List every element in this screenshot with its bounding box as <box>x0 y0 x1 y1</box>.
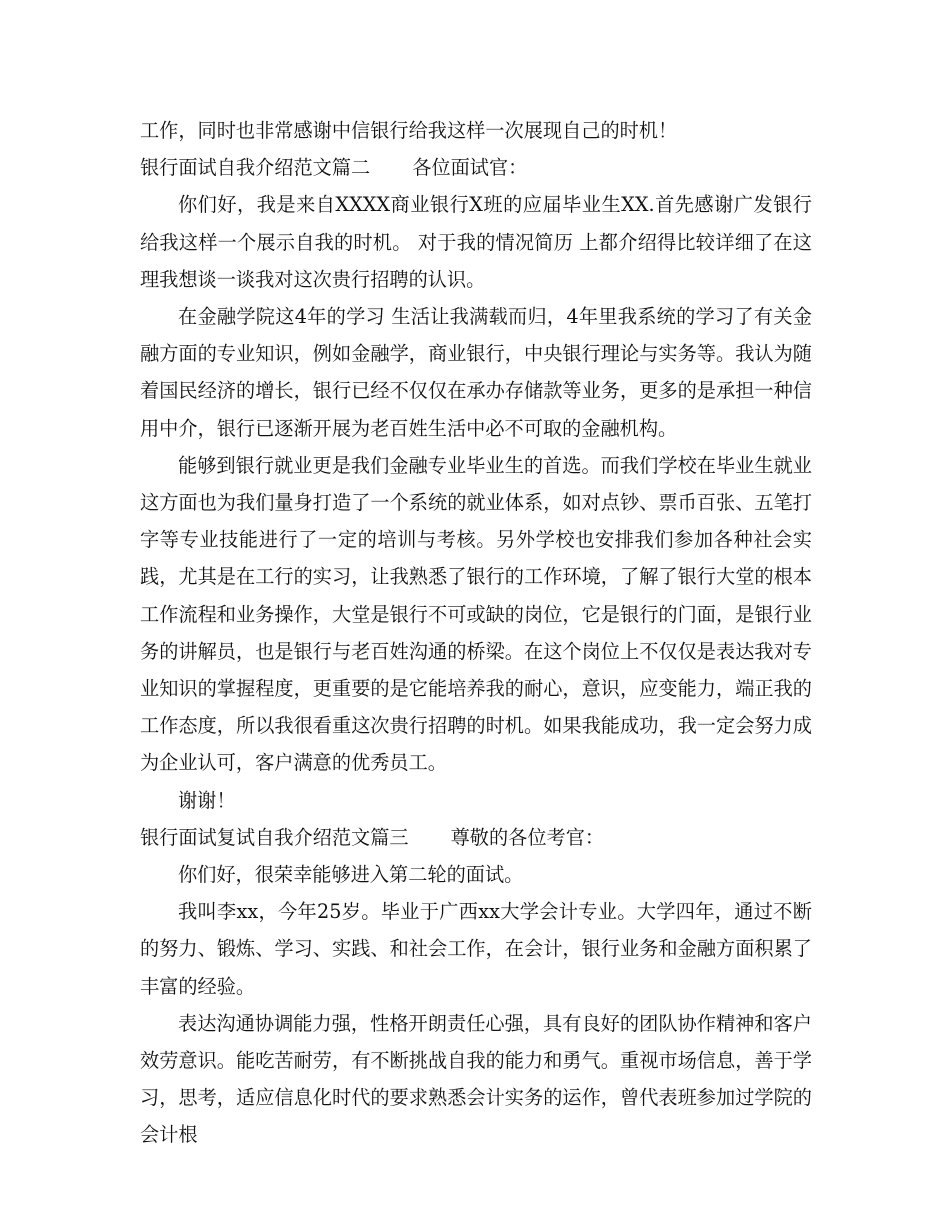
section-title-3: 银行面试复试自我介绍范文篇三 <box>140 825 409 849</box>
paragraph-continuation: 工作，同时也非常感谢中信银行给我这样一次展现自己的时机！ <box>140 119 678 142</box>
section-title-2: 银行面试自我介绍范文篇二 <box>140 156 371 180</box>
document-body <box>140 112 812 1154</box>
paragraph-skills: 表达沟通协调能力强，性格开朗责任心强，具有良好的团队协作精神和客户效劳意识。能吃苦耐劳，有不断挑战自我的能力和勇气。重视市场信息，善于学习，思考，适应信息化时代的要求熟悉会计实务的运作，曾代表班参加过学院的会计根 <box>140 1011 812 1147</box>
section-heading-2 <box>140 149 812 186</box>
section-greeting-3: 尊敬的各位考官： <box>450 825 605 849</box>
paragraph-study: 在金融学院这4年的学习 生活让我满载而归，4年里我系统的学习了有关金融方面的专业知识，例如金融学，商业银行，中央银行理论与实务等。我认为随着国民经济的增长，银行已经不仅仅在承办存储款等业务，更多的是承担一种信用中介，银行已逐渐开展为老百姓生活中必不可取的金融机构。 <box>140 305 812 440</box>
paragraph-second-round: 你们好，很荣幸能够进入第二轮的面试。 <box>178 863 524 887</box>
paragraph-profile: 我叫李xx，今年25岁。毕业于广西xx大学会计专业。大学四年，通过不断的努力、锻炼、学习、实践、和社会工作，在会计，银行业务和金融方面积累了丰富的经验。 <box>140 900 812 998</box>
section-heading-3 <box>140 819 812 856</box>
paragraph-employment: 能够到银行就业更是我们金融专业毕业生的首选。而我们学校在毕业生就业这方面也为我们量身打造了一个系统的就业体系，如对点钞、票币百张、五笔打字等专业技能进行了一定的培训与考核。另外学校也安排我们参加各种社会实践，尤其是在工行的实习，让我熟悉了银行的工作环境，了解了银行大堂的根本工作流程和业务操作，大堂是银行不可或缺的岗位，它是银行的门面，是银行业务的讲解员，也是银行与老百姓沟通的桥梁。在这个岗位上不仅仅是表达我对专业知识的掌握程度，更重要的是它能培养我的耐心，意识，应变能力，端正我的工作态度，所以我很看重这次贵行招聘的时机。如果我能成功，我一定会努力成为企业认可，客户满意的优秀员工。 <box>140 453 812 775</box>
paragraph-thanks: 谢谢！ <box>178 788 236 812</box>
section-greeting-2: 各位面试官： <box>412 156 528 180</box>
paragraph-intro-2: 你们好，我是来自XXXX商业银行X班的应届毕业生XX.首先感谢广发银行给我这样一个展示自我的时机。 对于我的情况简历 上都介绍得比较详细了在这理我想谈一谈我对这次贵行招聘的认识。 <box>140 193 812 291</box>
